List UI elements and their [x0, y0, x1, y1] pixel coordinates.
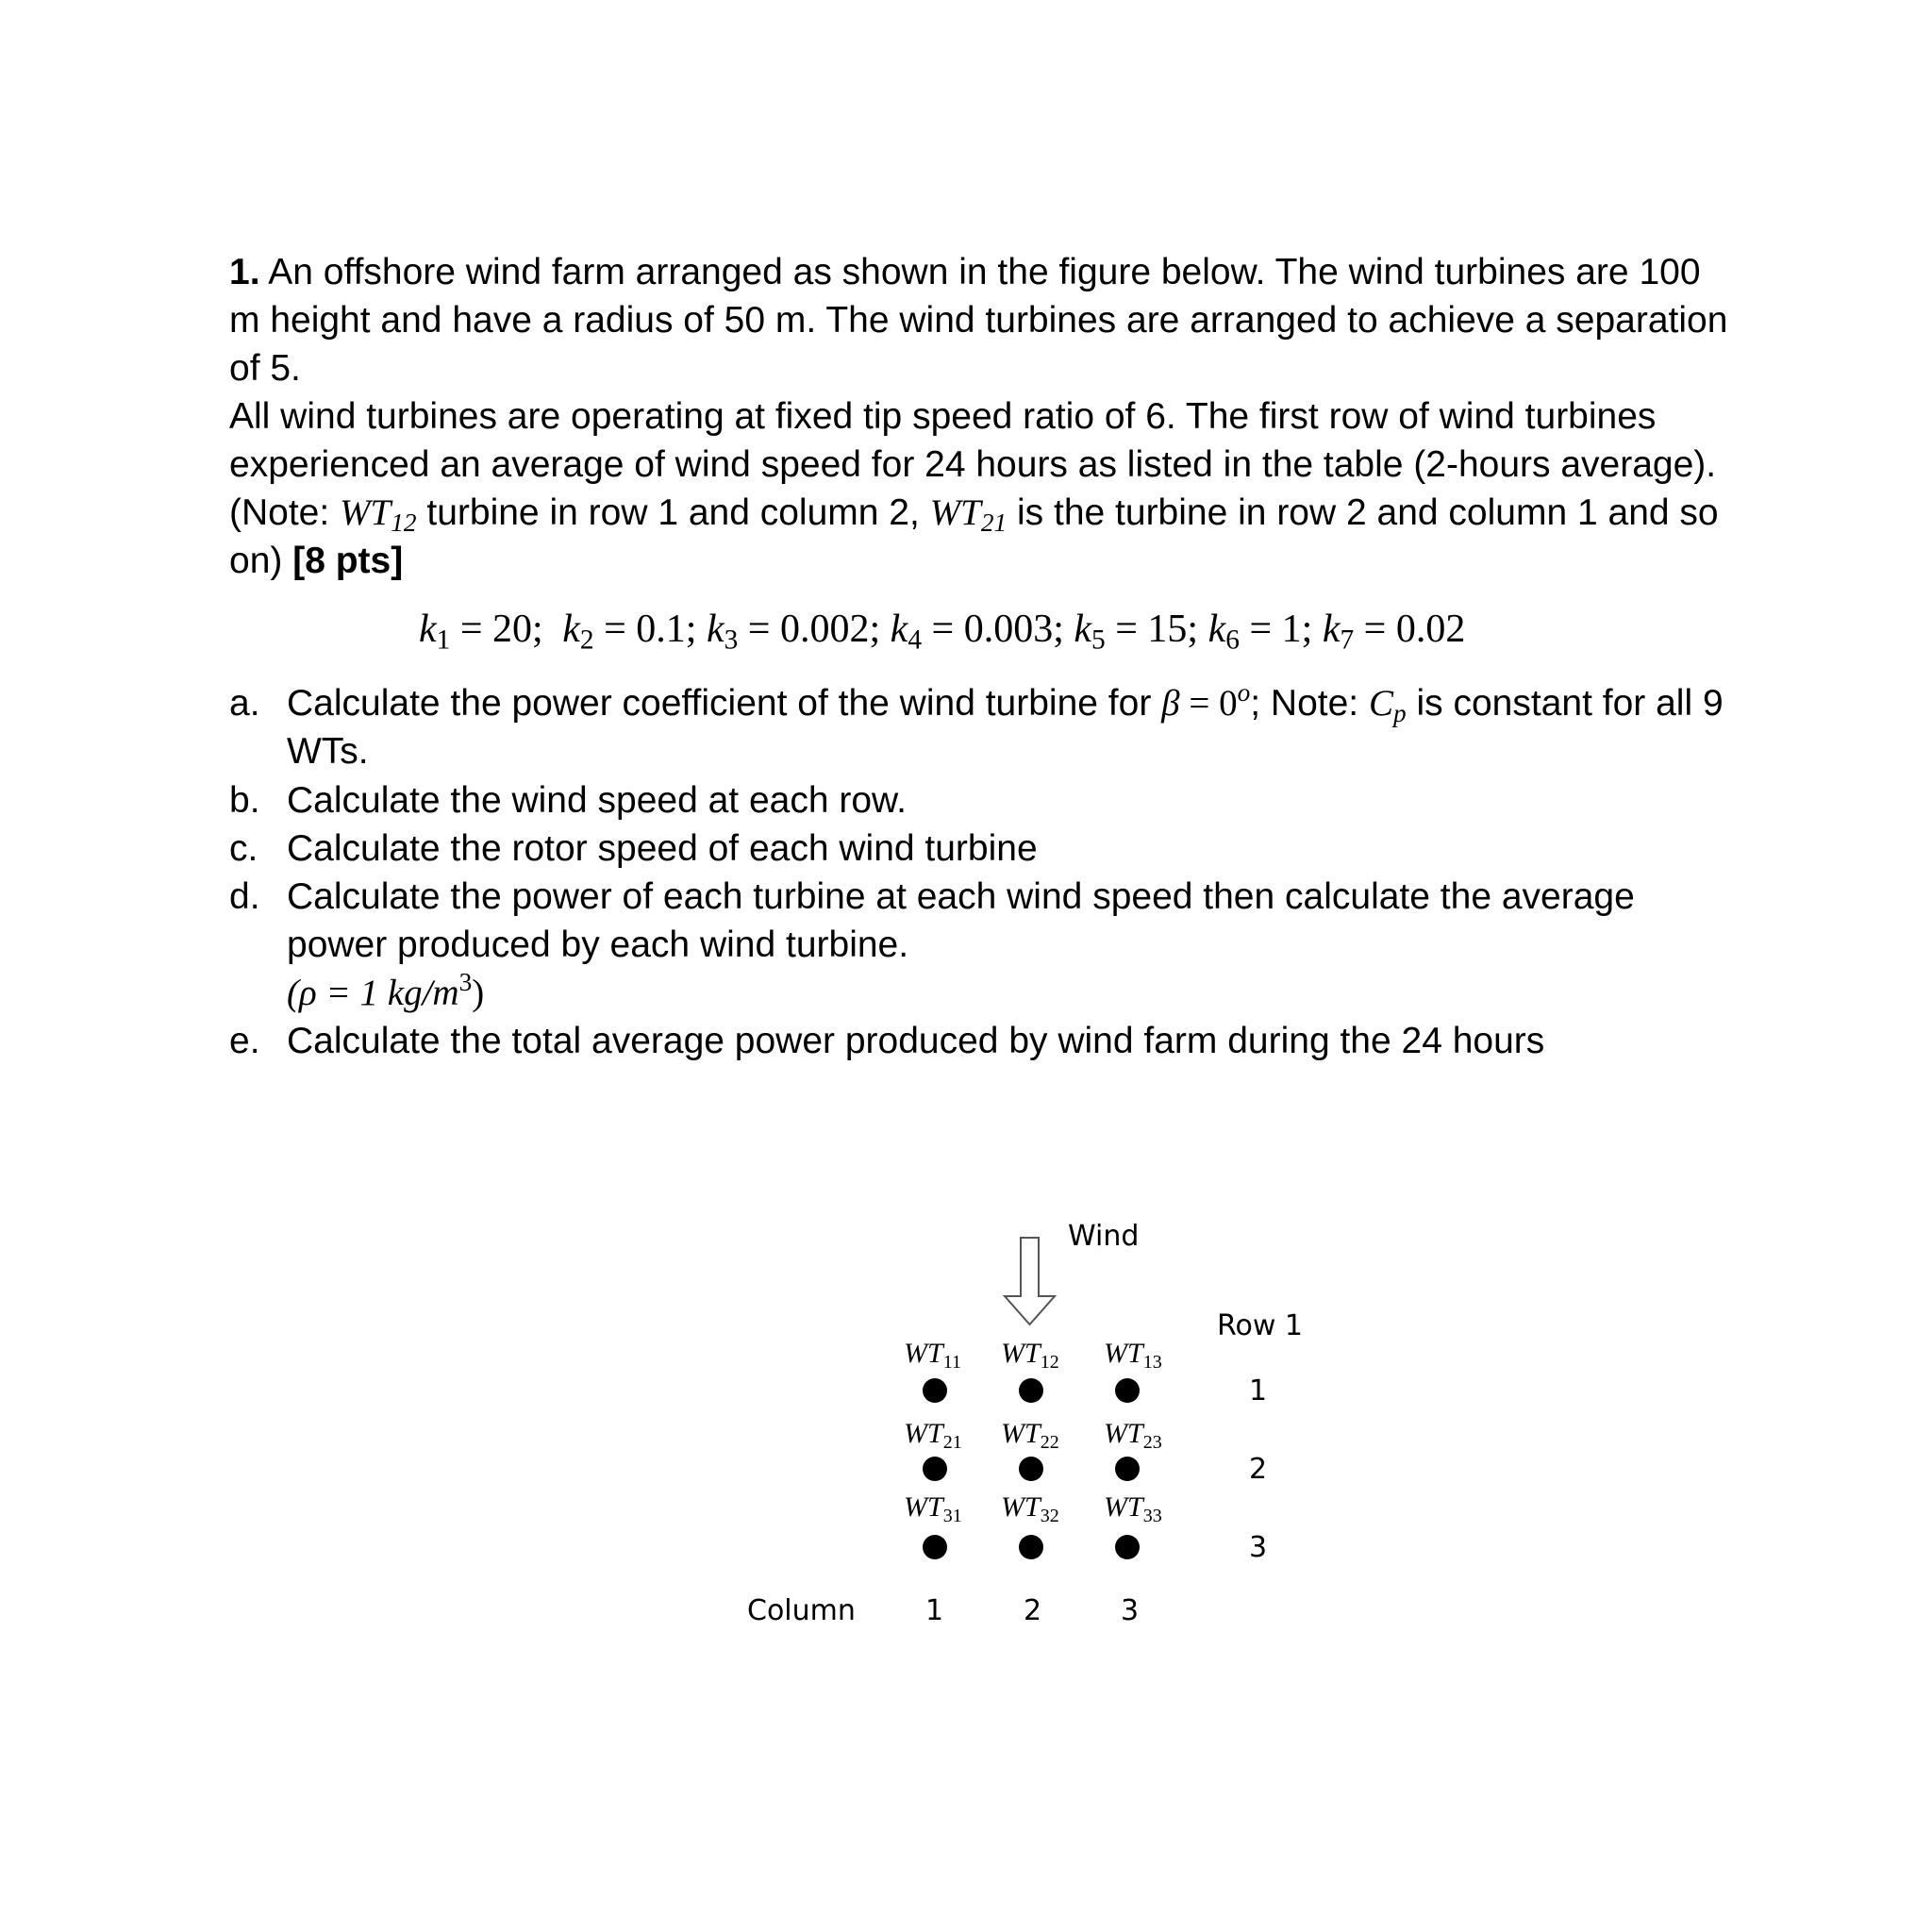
wt21-sub: 21	[980, 508, 1008, 537]
wind-label: Wind	[1068, 1220, 1140, 1253]
question-parts	[229, 679, 1729, 1065]
wt12-base: WT	[340, 492, 391, 533]
part-a-text-3: is constant for all 9 WTs.	[287, 683, 1724, 772]
problem-text-a: All wind turbines are operating at fixed tip speed ratio of 6. The first row of wind turbines experienced an average of wind speed for 24 hours as listed in the table (2-hours average). (Note:	[229, 396, 1717, 533]
row-number-1: 1	[1249, 1374, 1268, 1407]
turbine-dot-12	[1019, 1378, 1043, 1403]
turbine-label-22: $WT_{22}$	[1001, 1418, 1059, 1453]
turbine-dot-21	[923, 1457, 947, 1481]
rho-sup: 3	[458, 968, 473, 996]
turbine-label-33: $WT_{33}$	[1104, 1491, 1162, 1526]
column-number-2: 2	[1024, 1594, 1042, 1627]
cp-symbol	[1368, 683, 1407, 727]
part-d-text: Calculate the power of each turbine at each wind speed then calculate the average power produced by each wind turbine.	[287, 876, 1635, 965]
part-a-text-2: ; Note:	[1250, 683, 1369, 724]
problem-number: 1.	[229, 252, 260, 292]
turbine-dot-32	[1019, 1535, 1043, 1559]
problem-text-b: turbine in row 1 and column 2,	[416, 492, 930, 533]
turbine-label-11: $WT_{11}$	[904, 1338, 961, 1373]
row-header: Row 1	[1217, 1309, 1304, 1342]
turbine-dot-11	[923, 1378, 947, 1403]
turbine-label-21: $WT_{21}$	[904, 1418, 962, 1453]
degree-sup: o	[1237, 678, 1251, 707]
part-c-text: Calculate the rotor speed of each wind turbine	[287, 828, 1038, 869]
part-e	[229, 1017, 1729, 1065]
constant-k4: $k_4 = 0.003$;	[890, 608, 1074, 656]
column-number-1: 1	[925, 1594, 944, 1627]
turbine-dot-22	[1019, 1457, 1043, 1481]
problem-intro-text: An offshore wind farm arranged as shown in the figure below. The wind turbines are 100 m height and have a radius of 50 m. The wind turbines are arranged to achieve a separation of 5.	[229, 252, 1728, 389]
rho-close: )	[472, 973, 485, 1013]
constant-k3: $k_3 = 0.002$;	[706, 608, 891, 656]
cp-sub: p	[1393, 698, 1407, 727]
constant-k1: $k_1 = 20$;	[419, 608, 554, 656]
wt12-symbol	[340, 492, 417, 537]
turbine-label-12: $WT_{12}$	[1001, 1338, 1059, 1373]
wt21-symbol	[929, 492, 1008, 537]
turbine-label-23: $WT_{23}$	[1104, 1418, 1162, 1453]
part-a-text-1: Calculate the power coefficient of the wind turbine for	[287, 683, 1162, 724]
turbine-label-32: $WT_{32}$	[1001, 1491, 1059, 1526]
part-b-label: b.	[229, 780, 260, 821]
row-number-2: 2	[1249, 1453, 1268, 1486]
rho-equation	[287, 968, 485, 1013]
part-c	[229, 824, 1729, 873]
beta-equals: = 0	[1179, 683, 1238, 724]
constant-k5: $k_5 = 15$;	[1074, 608, 1208, 656]
rho-text: (ρ = 1 kg/m	[287, 973, 459, 1013]
cp-base: C	[1368, 683, 1393, 724]
part-d	[229, 873, 1729, 1017]
row-number-3: 3	[1249, 1531, 1268, 1564]
turbine-dot-23	[1115, 1457, 1140, 1481]
part-a-label: a.	[229, 683, 260, 724]
part-e-text: Calculate the total average power produced by wind farm during the 24 hours	[287, 1021, 1545, 1061]
column-number-3: 3	[1121, 1594, 1140, 1627]
turbine-label-31: $WT_{31}$	[904, 1491, 962, 1526]
beta-symbol: β	[1161, 683, 1180, 724]
problem-statement	[229, 248, 1729, 585]
points-label: [8 pts]	[292, 541, 404, 581]
wt12-sub: 12	[391, 508, 417, 537]
wind-arrow-icon	[1003, 1236, 1059, 1330]
part-e-label: e.	[229, 1021, 260, 1061]
column-label: Column	[747, 1594, 856, 1627]
part-d-label: d.	[229, 876, 260, 917]
problem-paragraph-1	[229, 248, 1729, 392]
part-a	[229, 679, 1729, 775]
constant-k2: $k_2 = 0.1$;	[562, 608, 707, 656]
problem-paragraph-2	[229, 392, 1729, 585]
turbine-dot-33	[1115, 1535, 1140, 1559]
part-b-text: Calculate the wind speed at each row.	[287, 780, 907, 821]
constant-k7: $k_7 = 0.02$	[1322, 608, 1466, 656]
turbine-dot-31	[923, 1535, 947, 1559]
part-b	[229, 776, 1729, 824]
turbine-label-13: $WT_{13}$	[1104, 1338, 1162, 1373]
constants-equation	[419, 607, 1645, 656]
constant-k6: $k_6 = 1$;	[1208, 608, 1323, 656]
turbine-dot-13	[1115, 1378, 1140, 1403]
part-c-label: c.	[229, 828, 258, 869]
wt21-base: WT	[929, 492, 981, 533]
problem-text-c: is the turbine in row 2 and column 1 and so on)	[229, 492, 1719, 581]
